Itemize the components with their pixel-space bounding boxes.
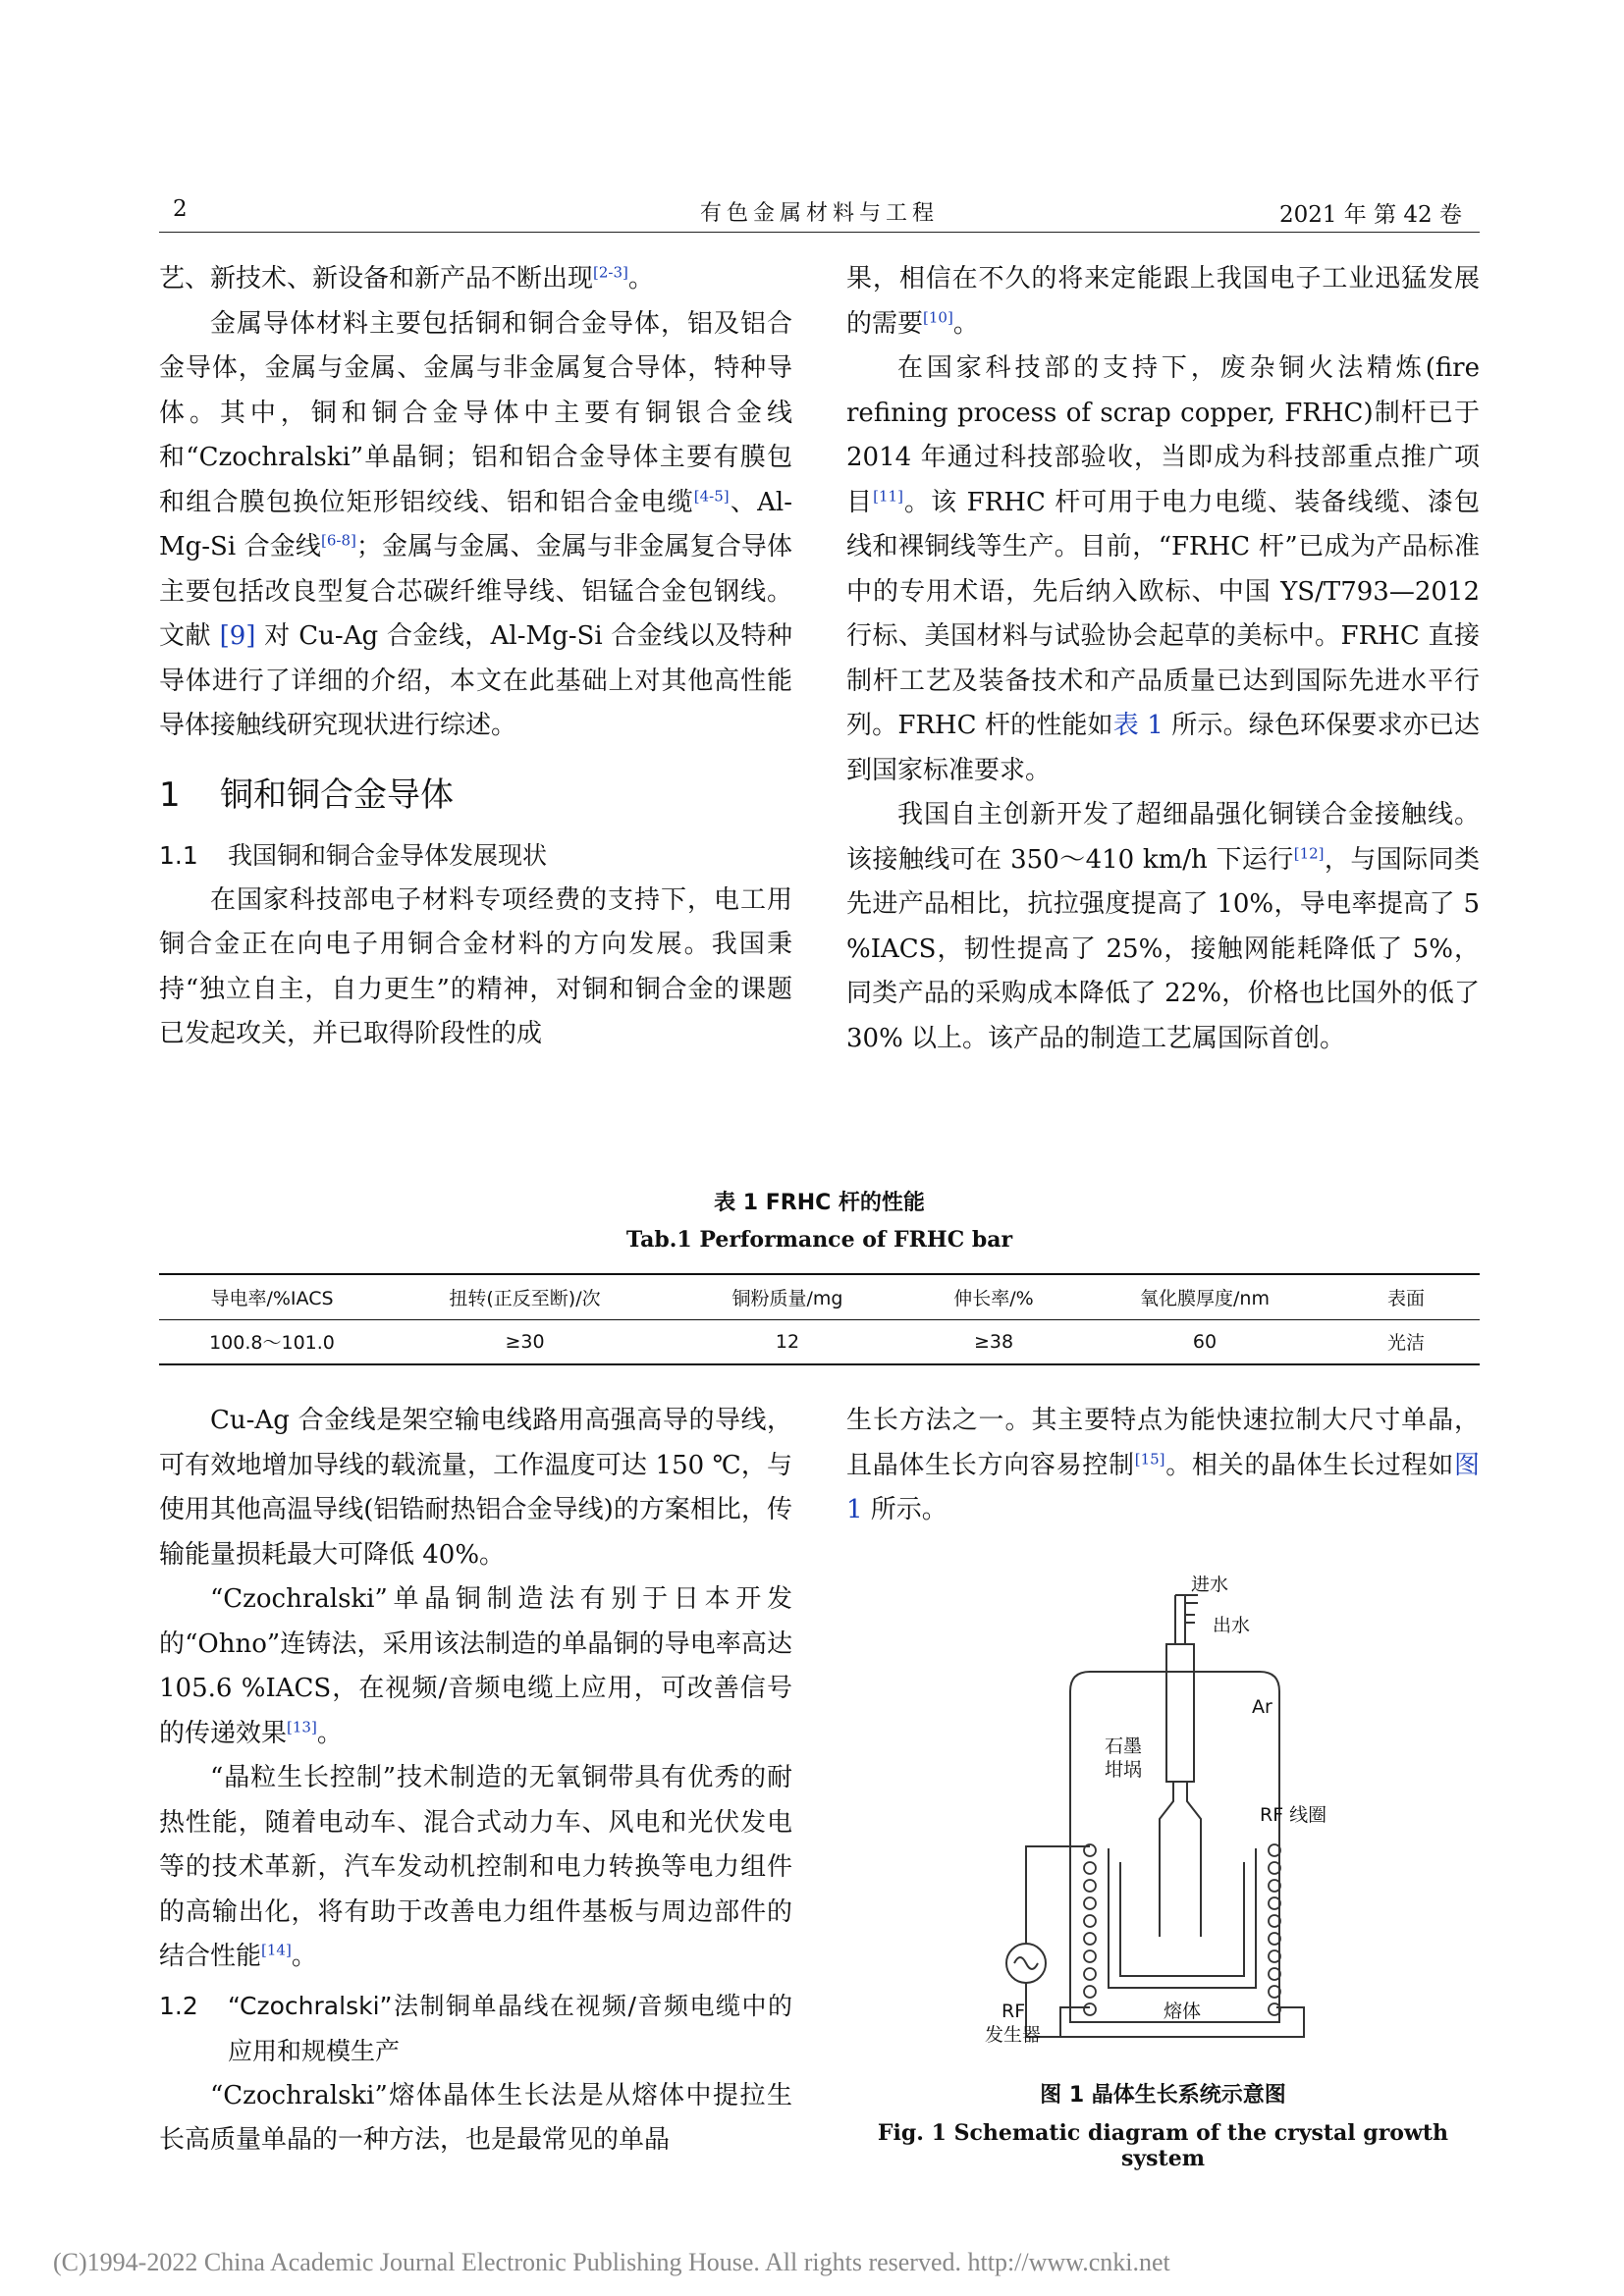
paragraph: 果，相信在不久的将来定能跟上我国电子工业迅猛发展的需要[10]。 xyxy=(846,264,1480,339)
copyright-footer: (C)1994-2022 China Academic Journal Electronic Publishing House. All rights reserved. http://www.cnki.net xyxy=(53,2248,1170,2276)
section-heading: 1 铜和铜合金导体 xyxy=(159,774,454,815)
table-header: 导电率/%IACS xyxy=(210,1287,334,1309)
figure-caption-cn: 图 1 晶体生长系统示意图 xyxy=(1040,2083,1286,2108)
citation-link[interactable]: [12] xyxy=(1293,843,1325,862)
journal-title: 有色金属材料与工程 xyxy=(699,201,939,226)
table-cell: ≥38 xyxy=(973,1330,1014,1353)
table-header: 表面 xyxy=(1386,1287,1425,1309)
table-cell: 12 xyxy=(775,1330,800,1353)
table-row xyxy=(159,1319,1480,1364)
label-rf-gen-1: RF xyxy=(1001,2001,1026,2022)
performance-table xyxy=(159,1273,1480,1365)
label-water-out: 出水 xyxy=(1213,1615,1251,1636)
citation-link[interactable]: [2-3] xyxy=(593,263,628,282)
label-crucible-2: 坩埚 xyxy=(1105,1759,1143,1781)
crystal-growth-figure xyxy=(967,1575,1370,2061)
paragraph: 在国家科技部电子材料专项经费的支持下，电工用铜合金正在向电子用铜合金材料的方向发展。我国秉持“独立自主，自力更生”的精神，对铜和铜合金的课题已发起攻关，并已取得阶段性的成 xyxy=(159,884,792,1048)
label-crucible-1: 石墨 xyxy=(1105,1735,1143,1757)
crucible-outer xyxy=(1109,1848,1256,1988)
citation-link[interactable]: [15] xyxy=(1134,1449,1165,1468)
figure-caption-en: Fig. 1 Schematic diagram of the crystal growth system xyxy=(877,2120,1449,2171)
citation-link[interactable]: [4-5] xyxy=(693,486,730,505)
paragraph: 在国家科技部的支持下，废杂铜火法精炼(fire refining process of scrap copper, FRHC)制杆已于 2014 年通过科技部验收，当即成为科技部重点推广项目[11]。该 FRHC 杆可用于电力电缆、装备线缆、漆包线和裸铜线等生产。目前，“FRHC 杆”已成为产品标准中的专用术语，先后纳入欧标、中国 YS/T793—2012 行标、美国材料与试验协会起草的美标中。FRHC 直接制杆工艺及装备技术和产品质量已达到国际先进水平行列。FRHC 杆的性能如表 1 所示。绿色环保要求亦已达到国家标准要求。 xyxy=(846,353,1481,785)
citation-link[interactable]: [6-8] xyxy=(320,531,356,550)
table-header: 氧化膜厚度/nm xyxy=(1140,1287,1270,1309)
citation-link[interactable]: [9] xyxy=(219,621,256,651)
journal-volume: 2021 年 第 42 卷 xyxy=(1278,202,1462,228)
paragraph: “晶粒生长控制”技术制造的无氧铜带具有优秀的耐热性能，随着电动车、混合式动力车、风电和光伏发电等的技术革新，汽车发动机控制和电力转换等电力组件的高输出化，将有助于改善电力组件基板与周边部件的结合性能[14]。 xyxy=(159,1763,792,1971)
citation-link[interactable]: [11] xyxy=(873,486,903,505)
label-water-in: 进水 xyxy=(1191,1575,1229,1595)
table-header: 铜粉质量/mg xyxy=(731,1287,843,1309)
label-rf-coil: RF 线圈 xyxy=(1260,1804,1327,1826)
left-column-top xyxy=(159,257,792,1057)
table-cell: 100.8～101.0 xyxy=(209,1332,335,1355)
citation-link[interactable]: [13] xyxy=(287,1717,317,1735)
seed-rod xyxy=(1166,1644,1194,1782)
paragraph: 金属导体材料主要包括铜和铜合金导体，铝及铝合金导体，金属与金属、金属与非金属复合导体，特种导体。其中，铜和铜合金导体中主要有铜银合金线和“Czochralski”单晶铜；铝和铝合金导体主要有膜包和组合膜包换位矩形铝绞线、铝和铝合金电缆[4-5]、Al-Mg-Si 合金线[6-8]；金属与金属、金属与非金属复合导体主要包括改良型复合芯碳纤维导线、铝锰合金包钢线。文献 [9] 对 Cu-Ag 合金线，Al-Mg-Si 合金线以及特种导体进行了详细的介绍，本文在此基础上对其他高性能导体接触线研究现状进行综述。 xyxy=(159,308,792,740)
subsection-heading: 1.2 “Czochralski”法制铜单晶线在视频/音频电缆中的应用和规模生产 xyxy=(159,1991,792,2065)
table-cell: 60 xyxy=(1192,1330,1218,1353)
rf-coil xyxy=(1084,1844,1280,2015)
paragraph: Cu-Ag 合金线是架空输电线路用高强高导的导线，可有效地增加导线的载流量，工作温度可达 150 ℃，与使用其他高温导线(铝锆耐热铝合金导线)的方案相比，传输能量损耗最大可降低 40%。 xyxy=(159,1406,792,1570)
paragraph: 艺、新技术、新设备和新产品不断出现[2-3]。 xyxy=(159,263,654,294)
table-header: 伸长率/% xyxy=(953,1287,1034,1309)
crystal-neck xyxy=(1160,1782,1201,1937)
citation-link[interactable]: [14] xyxy=(261,1941,292,1959)
table-caption-en: Tab.1 Performance of FRHC bar xyxy=(625,1227,1013,1253)
page-header xyxy=(159,192,1480,233)
table-cell: ≥30 xyxy=(505,1330,545,1353)
label-ar: Ar xyxy=(1252,1696,1272,1718)
table-header: 扭转(正反至断)/次 xyxy=(449,1287,601,1309)
table-caption-cn: 表 1 FRHC 杆的性能 xyxy=(714,1191,925,1215)
page-number: 2 xyxy=(173,196,188,222)
left-column-bottom xyxy=(159,1399,792,2163)
right-column-top xyxy=(846,257,1480,1061)
paragraph: 我国自主创新开发了超细晶强化铜镁合金接触线。该接触线可在 350～410 km/h 下运行[12]，与国际同类先进产品相比，抗拉强度提高了 10%，导电率提高了 5 %IACS，韧性提高了 25%，接触网能耗降低了 5%，同类产品的采购成本降低了 22%，价格也比国外的低了 30% 以上。该产品的制造工艺属国际首创。 xyxy=(846,800,1480,1053)
crystal-growth-diagram xyxy=(967,1575,1370,2061)
label-rf-gen-2: 发生器 xyxy=(985,2024,1042,2046)
paragraph: “Czochralski”单晶铜制造法有别于日本开发的“Ohno”连铸法，采用该法制造的单晶铜的导电率高达 105.6 %IACS，在视频/音频电缆上应用，可改善信号的传递效果[13]。 xyxy=(159,1584,792,1748)
right-column-bottom xyxy=(846,1399,1480,1533)
table-link[interactable]: 表 1 xyxy=(1112,711,1164,740)
sine-wave xyxy=(1014,1957,1038,1969)
chamber-outline xyxy=(1070,1672,1279,2022)
paragraph: 生长方法之一。其主要特点为能快速拉制大尺寸单晶，且晶体生长方向容易控制[15]。相关的晶体生长过程如图 1 所示。 xyxy=(846,1406,1480,1524)
table-cell: 光洁 xyxy=(1386,1332,1425,1355)
paragraph: “Czochralski”熔体晶体生长法是从熔体中提拉生长高质量单晶的一种方法，也是最常见的单晶 xyxy=(159,2080,792,2155)
subsection-heading: 1.1 我国铜和铜合金导体发展现状 xyxy=(159,840,548,870)
crucible-outline xyxy=(1120,1862,1244,1976)
citation-link[interactable]: [10] xyxy=(923,307,953,326)
water-pipe xyxy=(1175,1595,1198,1644)
label-melt: 熔体 xyxy=(1164,2001,1202,2022)
figure-link[interactable]: 图 1 xyxy=(846,1450,1480,1524)
